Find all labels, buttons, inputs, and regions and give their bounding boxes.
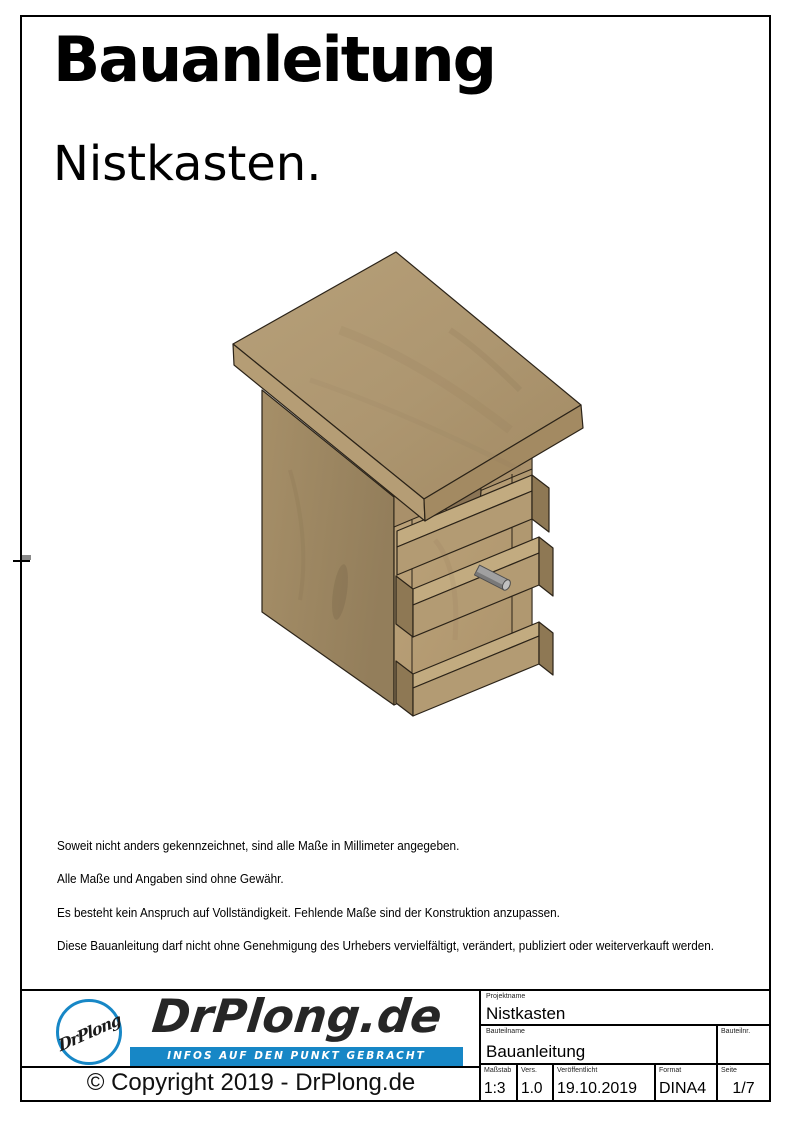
- disclaimer-text: [57, 839, 726, 973]
- drplong-logo-script: DrPlong: [56, 1009, 122, 1055]
- page-title: Bauanleitung: [53, 23, 496, 96]
- field-label-veroeffentlicht: Veröffentlicht: [557, 1067, 598, 1074]
- field-value-format: DINA4: [659, 1080, 707, 1097]
- field-label-format: Format: [659, 1067, 682, 1074]
- disclaimer-line: Soweit nicht anders gekennzeichnet, sind alle Maße in Millimeter angegeben.: [57, 839, 460, 853]
- field-value-bauteilname: Bauanleitung: [486, 1042, 586, 1061]
- disclaimer-line: Es besteht kein Anspruch auf Vollständigkeit. Fehlende Maße sind der Konstruktion anzupassen.: [57, 905, 560, 920]
- field-value-veroeffentlicht: 19.10.2019: [557, 1080, 638, 1097]
- field-label-vers: Vers.: [521, 1067, 537, 1074]
- field-value-massstab: 1:3: [484, 1080, 506, 1097]
- drplong-logo: [56, 999, 122, 1065]
- field-value-vers: 1.0: [521, 1080, 543, 1097]
- copyright-text: © Copyright 2019 - DrPlong.de: [86, 1069, 416, 1096]
- center-fold-mark: [13, 560, 30, 562]
- disclaimer-line: Diese Bauanleitung darf nicht ohne Genehmigung des Urhebers vervielfältigt, verändert, publiziert oder weiterverkauft werden.: [57, 939, 715, 954]
- brand-site-name: DrPlong.de: [149, 989, 445, 1043]
- field-label-massstab: Maßstab: [484, 1067, 512, 1074]
- titleblock-divider: [654, 1063, 656, 1102]
- field-label-bauteilname: Bauteilname: [486, 1028, 525, 1035]
- field-label-seite: Seite: [721, 1067, 737, 1074]
- field-value-seite: 1/7: [732, 1080, 755, 1097]
- birdhouse-illustration: [220, 240, 600, 720]
- titleblock-divider: [480, 1024, 771, 1026]
- titleblock-divider: [552, 1063, 554, 1102]
- disclaimer-line: Alle Maße und Angaben sind ohne Gewähr.: [57, 872, 284, 887]
- center-fold-mark-smudge: [22, 555, 31, 560]
- field-label-bauteilnr: Bauteilnr.: [721, 1028, 751, 1035]
- page-subtitle: Nistkasten.: [53, 136, 322, 192]
- brand-tagline-banner: INFOS AUF DEN PUNKT GEBRACHT: [130, 1047, 463, 1066]
- titleblock-divider: [480, 1063, 771, 1065]
- field-value-projektname: Nistkasten: [486, 1004, 566, 1023]
- field-label-projektname: Projektname: [486, 993, 526, 1000]
- titleblock-divider: [516, 1063, 518, 1102]
- titleblock-divider: [22, 1066, 479, 1068]
